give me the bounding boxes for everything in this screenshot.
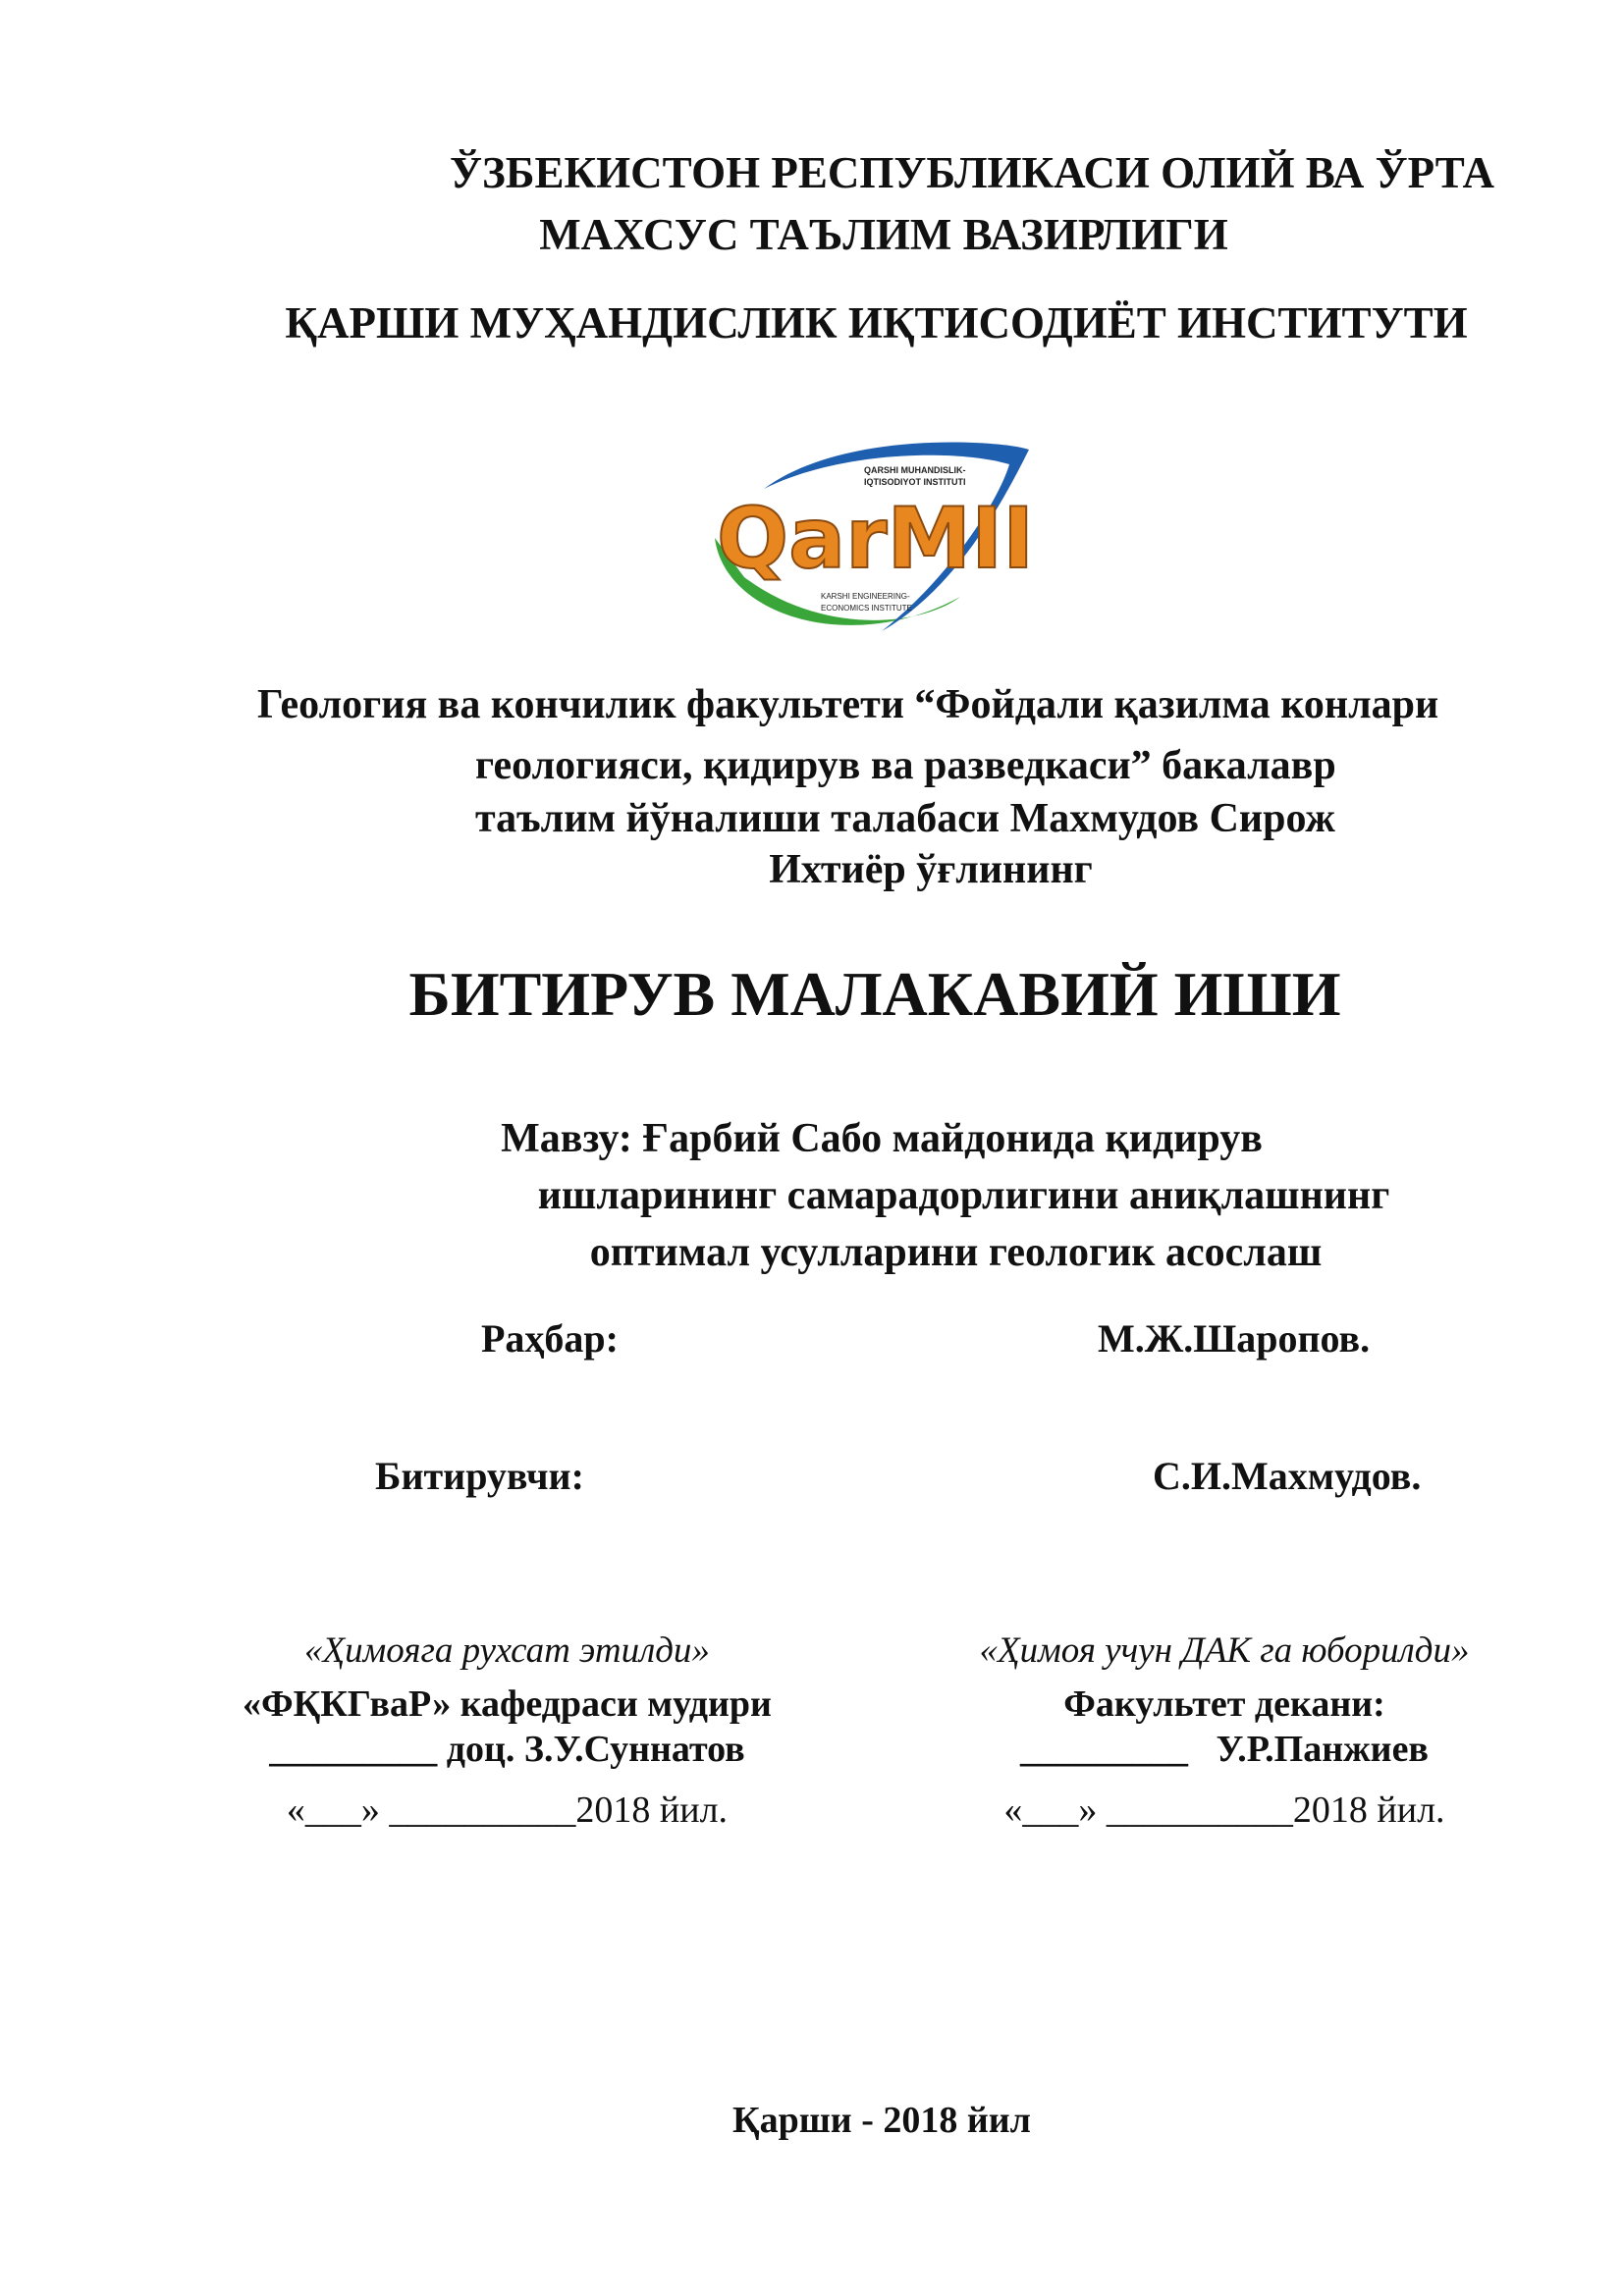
logo-top-text-2: IQTISODIYOT INSTITUTI [864, 477, 966, 487]
approval-left-position: «ФҚКГваР» кафедраси мудири [243, 1683, 772, 1725]
approval-right-signature: _________ У.Р.Панжиев [1020, 1729, 1429, 1770]
ministry-line-2: МАХСУС ТАЪЛИМ ВАЗИРЛИГИ [539, 210, 1228, 259]
institute-name: ҚАРШИ МУҲАНДИСЛИК ИҚТИСОДИЁТ ИНСТИТУТИ [285, 298, 1468, 347]
graduate-name: С.И.Махмудов. [1153, 1454, 1422, 1498]
city-year-footer: Қарши - 2018 йил [732, 2100, 1031, 2141]
approval-right-position: Факультет декани: [1063, 1683, 1385, 1725]
approval-left-date: «___» __________2018 йил. [286, 1789, 729, 1831]
document-title: БИТИРУВ МАЛАКАВИЙ ИШИ [408, 959, 1341, 1029]
logo-bottom-text-1: KARSHI ENGINEERING- [821, 592, 910, 601]
approval-left-heading: «Ҳимояга рухсат этилди» [304, 1630, 710, 1671]
faculty-line-3: таълим йўналиши талабаси Махмудов Сирож [475, 796, 1335, 841]
approval-right-date: «___» __________2018 йил. [1003, 1789, 1445, 1831]
topic-line-2: ишларининг самарадорлигини аниқлашнинг [537, 1173, 1390, 1218]
approval-right-heading: «Ҳимоя учун ДАК га юборилди» [979, 1630, 1470, 1671]
ministry-line-1: ЎЗБЕКИСТОН РЕСПУБЛИКАСИ ОЛИЙ ВА ЎРТА [450, 148, 1494, 197]
approval-left-signature: _________ доц. З.У.Суннатов [269, 1729, 745, 1770]
qarmii-logo-graphic [705, 430, 1049, 646]
supervisor-name: М.Ж.Шаропов. [1098, 1316, 1371, 1361]
faculty-line-1: Геология ва кончилик факультети “Фойдали қазилма конлари [257, 682, 1439, 727]
graduate-label: Битирувчи: [375, 1454, 584, 1498]
supervisor-label: Раҳбар: [481, 1316, 619, 1361]
logo-wordmark: QarMII [717, 490, 1035, 588]
faculty-line-2: геологияси, қидирув ва разведкаси” бакалавр [475, 743, 1336, 788]
topic-line-3: оптимал усулларини геологик асослаш [589, 1230, 1323, 1275]
qarmii-logo [705, 430, 1049, 646]
topic-line-1: Мавзу: Ғарбий Сабо майдонида қидирув [501, 1116, 1263, 1161]
logo-top-text-1: QARSHI MUHANDISLIK- [864, 465, 966, 475]
faculty-line-4: Ихтиёр ўғлининг [769, 847, 1093, 892]
logo-bottom-text-2: ECONOMICS INSTITUTE [821, 604, 912, 613]
